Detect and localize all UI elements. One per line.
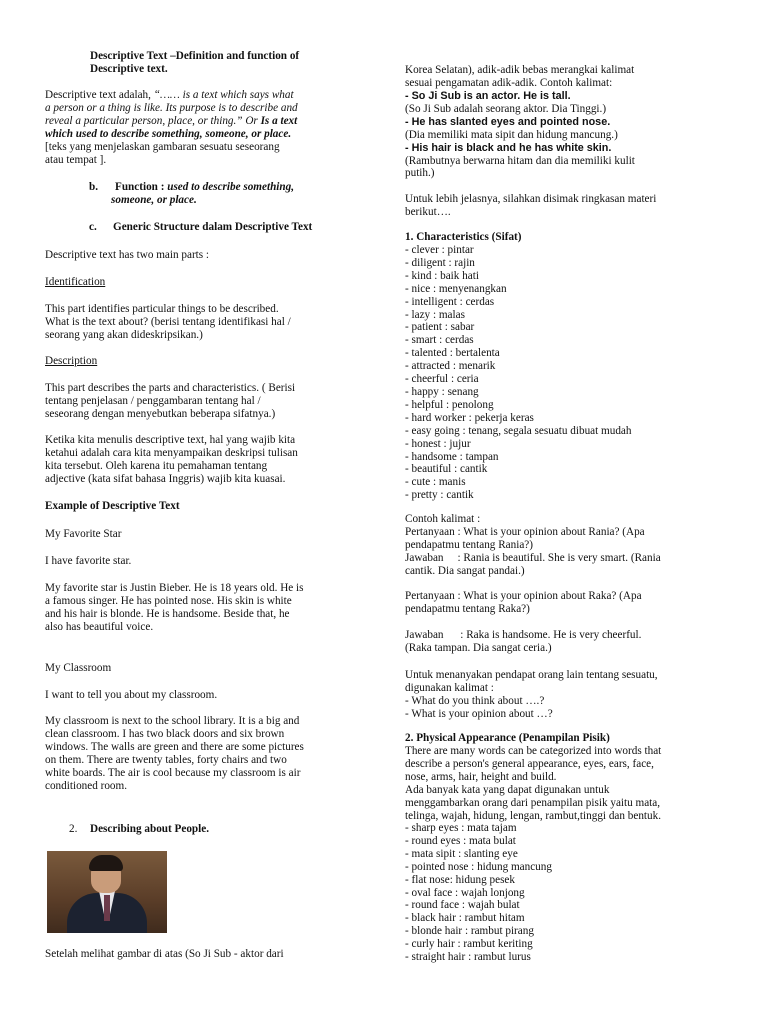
list-item: - lazy : malas [405,308,465,321]
list-item: - black hair : rambut hitam [405,912,525,925]
list-item: - intelligent : cerdas [405,295,495,308]
ketika-paragraph: Ketika kita menulis descriptive text, hal yang wajib kita ketahui adalah cara kita menyampaikan deskripsi tulisan kita tersebut. Oleh karena itu pemahaman tentang adjective (kata sifat bahasa Inggris) wajib kita kuasai. [45,434,298,485]
star-intro: I have favorite star. [45,555,132,567]
title: Descriptive Text –Definition and function of Descriptive text. [90,50,300,75]
physical-list [405,822,725,964]
list-item: - helpful : penolong [405,398,494,411]
untuk-paragraph: Untuk lebih jelasnya, silahkan disimak ringkasan materi berikut…. [405,193,657,218]
list-item: - round eyes : mata bulat [405,834,516,847]
question-answer-1: Pertanyaan : What is your opinion about Rania? (Apa pendapatmu tentang Rania?) Jawaban : Rania is beautiful. She is very smart. (Rania cantik. Dia sangat pandai.) [405,526,661,577]
identification-text: This part identifies particular things to be described. What is the text about? (berisi tentang identifikasi hal / seorang yang akan dideskripsikan.) [45,303,291,341]
list-item: - hard worker : pekerja keras [405,411,534,424]
list-item: - mata sipit : slanting eye [405,847,518,860]
physical-heading: 2. Physical Appearance (Penampilan Pisik) [405,732,610,744]
example-heading: Example of Descriptive Text [45,500,180,512]
description-heading: Description [45,355,98,367]
list-item: - happy : senang [405,385,479,398]
list-item: - talented : bertalenta [405,347,500,360]
list-item: - smart : cerdas [405,334,474,347]
characteristics-list [405,244,725,502]
classroom-title: My Classroom [45,662,112,674]
list-item: - clever : pintar [405,244,474,256]
list-item: - handsome : tampan [405,450,499,463]
list-item: - oval face : wajah lonjong [405,886,525,899]
answer-2: Jawaban : Raka is handsome. He is very cheerful. (Raka tampan. Dia sangat ceria.) [405,629,642,654]
list-item: - curly hair : rambut keriting [405,938,533,951]
list-item: - flat nose: hidung pesek [405,873,515,886]
list-item: - cheerful : ceria [405,373,479,386]
star-title: My Favorite Star [45,528,122,540]
physical-paragraph: There are many words can be categorized into words that describe a person's general appearance, eyes, ears, face, nose, arms, hair, height and build. Ada banyak kata yang dapat digunakan untuk menggambarkan orang dari penampilan pisik yaitu mata, telinga, wajah, hidung, lengan, rambut,tinggi dan bentuk. [405,745,662,822]
example-sentences: - So Ji Sub is an actor. He is tall. (So Ji Sub adalah seorang aktor. Dia Tinggi.) - He has slanted eyes and pointed nose. (Dia memiliki mata sipit dan hidung mancung.) - His hair is black and he has white skin. (Rambutnya berwarna hitam dan dia memiliki kulit putih.) [405,90,635,180]
list-item: - kind : baik hati [405,269,479,282]
list-item: - attracted : menarik [405,360,496,373]
star-paragraph: My favorite star is Justin Bieber. He is 18 years old. He is a famous singer. He has pointed nose. His skin is white and his hair is blonde. He is handsome. Beside that, he also has beautiful voice. [45,582,304,633]
description-text: This part describes the parts and characteristics. ( Berisi tentang penjelasan / penggambaran tentang hal / seseorang dengan menyebutkan beberapa sifatnya.) [45,382,296,420]
setelah-text: Setelah melihat gambar di atas (So Ji Sub - aktor dari [45,948,284,960]
ask-paragraph: Untuk menanyakan pendapat orang lain tentang sesuatu, digunakan kalimat : - What do you think about ….? - What is your opinion about …? [405,669,658,720]
actor-photo [47,851,167,933]
definition-paragraph: Descriptive text adalah, “…… is a text which says what a person or a thing is like. Its purpose is to describe and reveal a particular person, place, or thing.” Or Is a text which used to describe something, someone, or place. [teks yang menjelaskan gambaran sesuatu seseorang atau tempat ]. [45,89,298,166]
identification-heading: Identification [45,276,106,288]
list-item: - straight hair : rambut lurus [405,951,531,964]
list-item: - blonde hair : rambut pirang [405,925,534,938]
list-item: - cute : manis [405,476,466,489]
question-2: Pertanyaan : What is your opinion about Raka? (Apa pendapatmu tentang Raka?) [405,590,642,615]
list-item: - honest : jujur [405,437,471,450]
list-item: - pointed nose : hidung mancung [405,860,552,873]
list-item: - beautiful : cantik [405,463,488,476]
characteristics-heading: 1. Characteristics (Sifat) [405,231,522,243]
list-item: - nice : menyenangkan [405,282,507,295]
korea-paragraph: Korea Selatan), adik-adik bebas merangkai kalimat sesuai pengamatan adik-adik. Contoh kalimat: [405,64,635,89]
contoh-label: Contoh kalimat : [405,513,481,525]
list-item: - round face : wajah bulat [405,899,520,912]
list-item: - easy going : tenang, segala sesuatu dibuat mudah [405,424,632,437]
list-item: - diligent : rajin [405,256,475,269]
parts-intro: Descriptive text has two main parts : [45,249,210,261]
classroom-intro: I want to tell you about my classroom. [45,689,218,701]
list-item: - sharp eyes : mata tajam [405,822,517,834]
list-item: - pretty : cantik [405,489,474,502]
classroom-paragraph: My classroom is next to the school library. It is a big and clean classroom. I has two black doors and six brown windows. The walls are green and there are some pictures on them. There are twenty tables, forty chairs and two white boards. The air is cool because my classroom is air conditioned room. [45,715,304,792]
list-item: - patient : sabar [405,321,475,334]
